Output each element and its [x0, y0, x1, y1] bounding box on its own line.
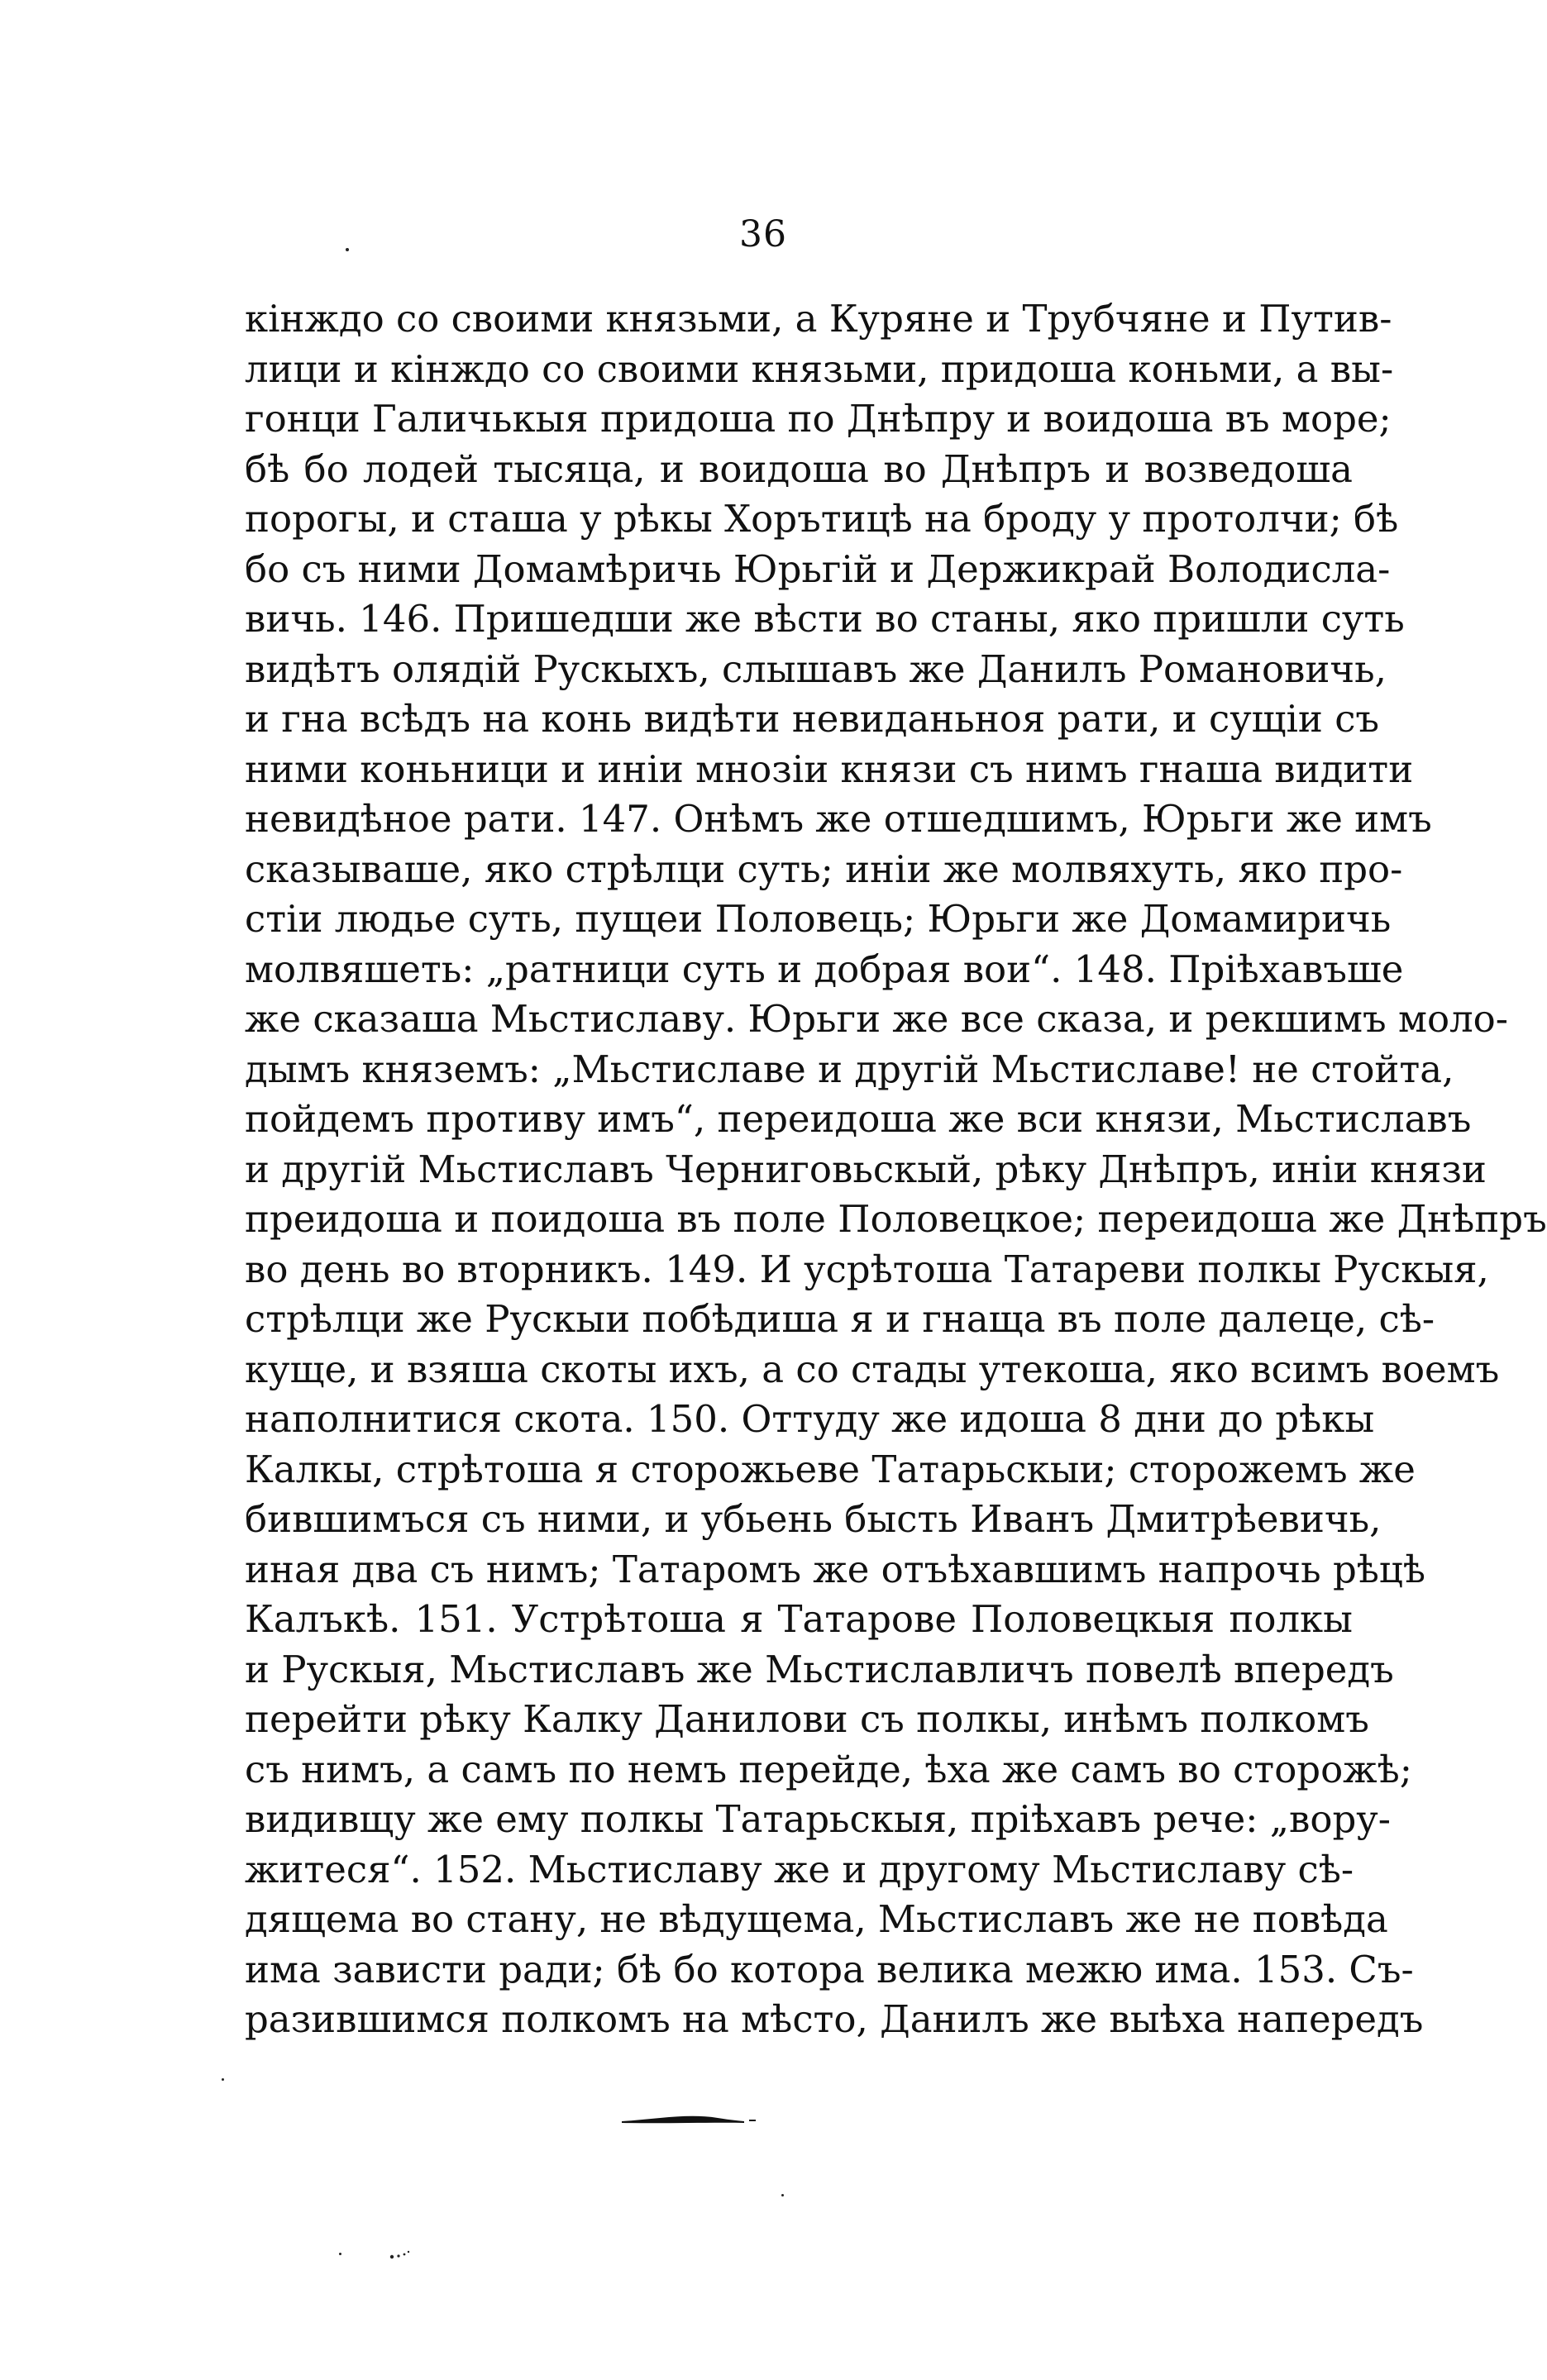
ornament-dash	[620, 2110, 761, 2126]
text-line: сказываше, яко стрѣлци суть; инiи же молвяхуть, яко про-	[245, 847, 1403, 891]
text-line: съ нимъ, а самъ по немъ перейде, ѣха же самъ во сторожѣ;	[245, 1747, 1412, 1791]
text-line: перейти рѣку Калку Данилови съ полкы, инѣмъ полкомъ	[245, 1697, 1369, 1741]
page-number: 36	[739, 213, 787, 255]
text-line: ними коньници и инiи мнозiи князи съ нимъ гнаша видити	[245, 746, 1414, 791]
print-blemish	[389, 2249, 430, 2260]
text-line: стiи людье суть, пущеи Половець; Юрьги же Домамиричь	[245, 897, 1392, 941]
text-line: наполнитися скота. 150. Оттуду же идоша 8 дни до рѣкы	[245, 1397, 1375, 1441]
text-line: бившимъся съ ними, и убьень бысть Иванъ Дмитрѣевичь,	[245, 1497, 1382, 1541]
text-line: Калкы, стрѣтоша я сторожьеве Татарьскыи; сторожемъ же	[245, 1447, 1416, 1491]
text-line: и Рускыя, Мьстиславъ же Мьстиславличъ повелѣ впередъ	[245, 1647, 1394, 1691]
text-line: видивщу же ему полкы Татарьскыя, прiѣхавъ рече: „вору-	[245, 1797, 1391, 1841]
print-speck	[781, 2194, 784, 2196]
text-line: житеся“. 152. Мьстиславу же и другому Мьстиславу сѣ-	[245, 1847, 1354, 1891]
text-line: молвяшеть: „ратници суть и добрая вои“. 148. Прiѣхавъше	[245, 947, 1404, 991]
text-line: дящема во стану, не вѣдущема, Мьстиславъ же не повѣда	[245, 1897, 1388, 1941]
text-line: разившимся полкомъ на мѣсто, Данилъ же выѣха напередъ	[245, 1997, 1424, 2041]
text-line: порогы, и сташа у рѣкы Хорътицѣ на броду у протолчи; бѣ	[245, 497, 1399, 541]
text-line: Калъкѣ. 151. Устрѣтоша я Татарове Половецкыя полкы	[245, 1597, 1353, 1641]
text-line: видѣтъ олядій Рускыхъ, слышавъ же Данилъ Романовичь,	[245, 646, 1387, 691]
text-line: и другій Мьстиславъ Черниговьскый, рѣку Днѣпръ, инiи князи	[245, 1147, 1487, 1191]
print-speck	[339, 2253, 341, 2255]
text-line: же сказаша Мьстиславу. Юрьги же все сказа, и рекшимъ моло-	[245, 997, 1508, 1041]
text-line: невидѣное рати. 147. Онѣмъ же отшедшимъ, Юрьги же имъ	[245, 797, 1432, 841]
text-line: бѣ бо лодей тысяца, и воидоша во Днѣпръ и возведоша	[245, 446, 1353, 491]
text-line: во день во вторникъ. 149. И усрѣтоша Татареви полкы Рускыя,	[245, 1247, 1489, 1291]
text-line: куще, и взяша скоты ихъ, а со стады утекоша, яко всимъ воемъ	[245, 1347, 1500, 1391]
print-speck	[222, 2078, 224, 2081]
text-line: дымъ княземъ: „Мьстиславе и другій Мьстиславе! не стойта,	[245, 1047, 1454, 1091]
text-line: гонци Галичькыя придоша по Днѣпру и воидоша въ море;	[245, 397, 1392, 441]
text-line: кiнждо со своими князьми, а Куряне и Трубчяне и Путив-	[245, 297, 1392, 341]
text-line: стрѣлци же Рускыи побѣдиша я и гнаща въ поле далеце, сѣ-	[245, 1297, 1435, 1341]
text-line: иная два съ нимъ; Татаромъ же отъѣхавшимъ напрочь рѣцѣ	[245, 1547, 1425, 1591]
text-line: пойдемъ противу имъ“, переидоша же вси князи, Мьстиславъ	[245, 1097, 1472, 1141]
text-line: преидоша и поидоша въ поле Половецкое; переидоша же Днѣпръ	[245, 1197, 1547, 1241]
text-line: бо съ ними Домамѣричь Юрьгій и Держикрай Володисла-	[245, 546, 1391, 591]
text-line: лици и кiнждо со своими князьми, придоша коньми, а вы-	[245, 346, 1394, 391]
text-line: и гна всѣдъ на конь видѣти невиданьноя рати, и сущiи съ	[245, 697, 1380, 741]
text-line: вичь. 146. Пришедши же вѣсти во станы, яко пришли суть	[245, 597, 1405, 641]
text-line: има зависти ради; бѣ бо котора велика межю има. 153. Съ-	[245, 1947, 1414, 1991]
body-text	[245, 294, 1547, 2045]
